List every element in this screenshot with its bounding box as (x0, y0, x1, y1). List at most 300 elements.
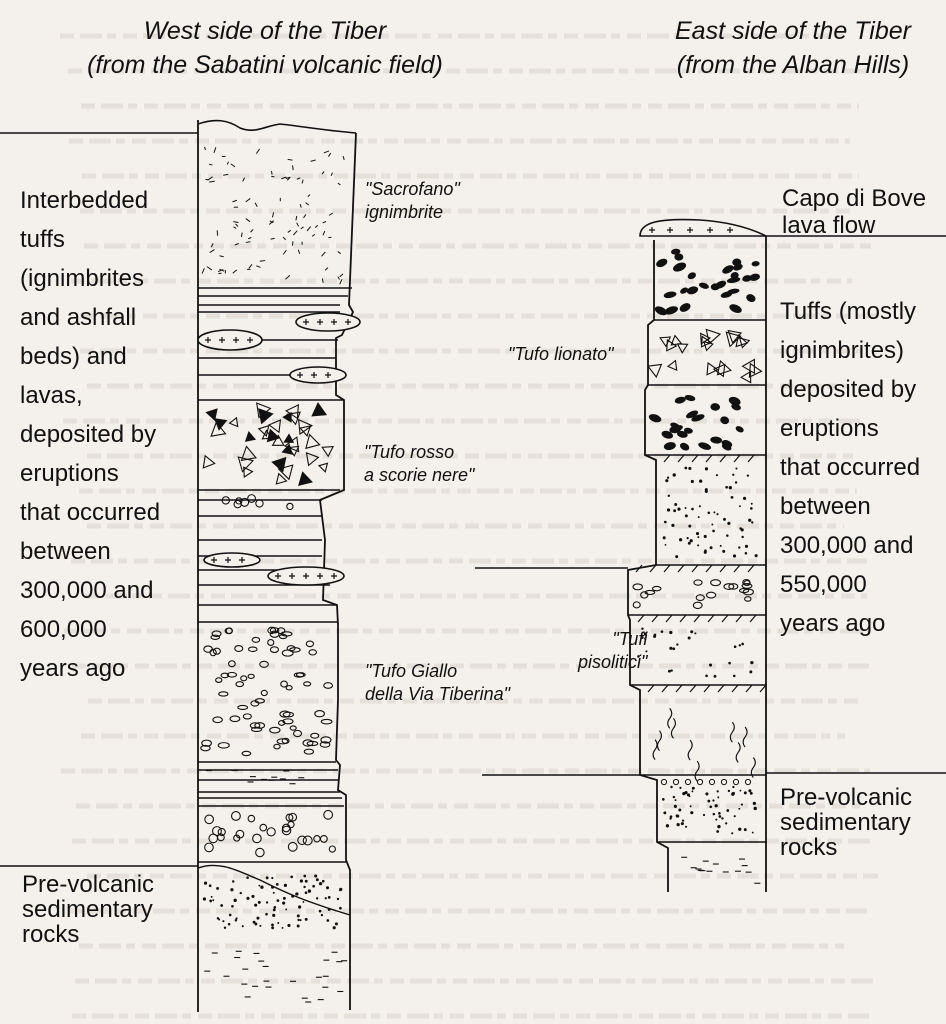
tick-mark (235, 224, 238, 227)
pisolite-oval (268, 640, 274, 646)
pisolite-oval (219, 692, 228, 696)
grain-dot (741, 643, 744, 646)
grain-dot (731, 792, 734, 795)
unit-label-line: "Tufo Giallo (365, 661, 458, 681)
grain-dot (203, 897, 206, 900)
weathering-hatch (718, 685, 724, 692)
grain-dot (714, 675, 717, 678)
pisolite-oval (260, 661, 269, 667)
tick-mark (281, 177, 286, 179)
grain-dot (735, 468, 737, 470)
grain-dot (690, 811, 693, 814)
pebble-circle (205, 843, 214, 852)
west-description-line: eruptions (20, 460, 119, 487)
east-description-line: that occurred (780, 454, 921, 481)
clast-triangle (706, 330, 720, 344)
tick-mark (256, 149, 259, 154)
grain-dot (668, 670, 671, 673)
pebble-circle (288, 842, 297, 851)
pisolite-oval (706, 592, 715, 598)
grain-dot (273, 908, 276, 911)
unit-label-line: "Sacrofano" (365, 179, 460, 199)
pebble-circle (697, 779, 702, 784)
grain-dot (738, 546, 740, 548)
grain-dot (328, 896, 331, 899)
grain-dot (731, 832, 733, 834)
grain-dot (677, 823, 680, 826)
west-description (20, 181, 160, 688)
grain-dot (290, 876, 293, 879)
clast-triangle (299, 472, 312, 485)
clast-triangle (230, 418, 238, 427)
pisolite-oval (290, 726, 296, 730)
tick-mark (271, 238, 275, 239)
grain-dot (741, 536, 743, 538)
weathering-hatch (692, 455, 698, 462)
pebble-circle (329, 846, 335, 852)
grain-dot (673, 509, 676, 512)
grain-dot (297, 914, 300, 917)
grain-dot (738, 828, 741, 831)
pisolite-oval (218, 743, 229, 748)
grain-dot (246, 876, 249, 879)
grain-dot (705, 792, 708, 795)
weathering-hatch (666, 615, 672, 622)
pisolite-oval (252, 637, 260, 642)
lava-label-line: Capo di Bove (782, 185, 927, 212)
pebble-circle (733, 779, 738, 784)
pisolite-oval (652, 586, 661, 590)
grain-dot (705, 467, 708, 470)
grain-dot (675, 555, 678, 558)
grain-dot (305, 918, 308, 921)
grain-dot (731, 496, 734, 499)
grain-dot (668, 495, 670, 497)
squiggle-mark (695, 761, 699, 781)
west-description-line: that occurred (20, 499, 161, 526)
east-basement-label (780, 785, 912, 860)
pisolite-oval (226, 628, 232, 634)
weathering-hatch (732, 685, 738, 692)
grain-dot (671, 524, 674, 527)
weathering-hatch (690, 685, 696, 692)
grain-dot (716, 474, 718, 476)
tick-mark (322, 278, 323, 282)
grain-dot (665, 479, 668, 482)
grain-dot (669, 817, 671, 819)
tick-mark (283, 237, 285, 240)
squiggle-mark (657, 731, 661, 751)
grain-dot (217, 917, 219, 919)
layer-pattern-dashes (204, 951, 347, 1002)
tick-mark (323, 221, 327, 222)
pisolite-oval (324, 683, 333, 689)
grain-dot (690, 539, 693, 542)
weathering-hatch (736, 615, 742, 622)
pebble-circle (205, 815, 214, 824)
east-description-line: 550,000 (780, 571, 867, 598)
pisolite-oval (241, 676, 247, 681)
tick-mark (249, 264, 252, 268)
grain-dot (750, 792, 753, 795)
layer-pattern-ticks (202, 147, 344, 285)
pisolite-oval (230, 716, 240, 722)
grain-dot (284, 884, 287, 887)
tick-mark (272, 212, 273, 217)
tick-mark (315, 225, 317, 227)
grain-dot (694, 632, 696, 634)
tick-mark (325, 268, 328, 271)
layer-pattern-squiggle (653, 708, 755, 781)
pisolite-oval (274, 744, 280, 749)
grain-dot (721, 817, 723, 819)
grain-dot (204, 882, 207, 885)
grain-dot (251, 895, 254, 898)
grain-dot (266, 901, 268, 903)
tick-mark (338, 251, 341, 253)
tick-mark (297, 223, 299, 227)
tick-mark (285, 275, 289, 279)
grain-dot (246, 897, 249, 900)
grain-dot (735, 481, 737, 483)
pebble-circle (673, 779, 678, 784)
tick-mark (312, 234, 315, 236)
grain-dot (739, 790, 741, 792)
tick-mark (233, 227, 236, 229)
grain-dot (339, 888, 342, 891)
grain-dot (704, 535, 707, 538)
grain-dot (337, 898, 339, 900)
east-basement-line: rocks (780, 834, 838, 861)
grain-dot (715, 819, 717, 821)
weathering-hatch (648, 685, 654, 692)
pebble-circle (685, 779, 690, 784)
tick-mark (256, 266, 260, 268)
tick-mark (231, 164, 235, 167)
grain-dot (688, 542, 691, 545)
squiggle-mark (668, 708, 672, 728)
grain-dot (719, 815, 722, 818)
squiggle-mark (671, 718, 675, 738)
weathering-hatch (708, 615, 714, 622)
grain-dot (283, 897, 286, 900)
pebble-circle (256, 848, 264, 856)
scoria-clast (648, 413, 663, 424)
grain-dot (755, 554, 758, 557)
grain-dot (295, 892, 298, 895)
weathering-hatch (720, 455, 726, 462)
scoria-clast (735, 425, 745, 434)
grain-dot (709, 664, 712, 667)
grain-dot (699, 479, 702, 482)
pisolite-oval (711, 580, 721, 586)
scoria-clast (672, 261, 688, 274)
pisolite-oval (696, 595, 704, 601)
grain-dot (322, 880, 325, 883)
unit-label-line: ignimbrite (365, 202, 444, 222)
east-description-line: between (780, 493, 871, 520)
grain-dot (235, 917, 237, 919)
grain-dot (258, 901, 261, 904)
weathering-hatch (748, 455, 754, 462)
grain-dot (717, 796, 719, 798)
grain-dot (679, 538, 682, 541)
grain-dot (665, 544, 667, 546)
tick-mark (297, 178, 300, 179)
grain-dot (673, 473, 676, 476)
grain-dot (229, 914, 232, 917)
grain-dot (727, 522, 730, 525)
east-basement-line: sedimentary (780, 809, 911, 836)
pisolite-oval (633, 584, 642, 590)
layer-pattern-dots (637, 628, 753, 678)
grain-dot (212, 899, 214, 901)
pebble-circle (745, 779, 750, 784)
grain-dot (751, 521, 753, 523)
east-description-line: years ago (780, 610, 886, 637)
grain-dot (326, 886, 329, 889)
grain-dot (716, 830, 719, 833)
clast-triangle (678, 344, 688, 353)
tick-mark (232, 200, 236, 202)
pisolite-oval (204, 646, 213, 652)
grain-dot (678, 809, 681, 812)
pebble-circle (721, 779, 726, 784)
grain-dot (666, 824, 669, 827)
tick-mark (271, 171, 272, 174)
grain-dot (242, 925, 244, 927)
clast-triangle (728, 331, 741, 343)
grain-dot (728, 662, 731, 665)
grain-dot (676, 643, 678, 645)
clast-triangle (740, 338, 750, 348)
tick-mark (211, 243, 213, 247)
grain-dot (745, 552, 748, 555)
east-description-line: 300,000 and (780, 532, 914, 559)
tick-mark (243, 178, 245, 182)
scoria-clast (687, 271, 698, 280)
weathering-hatch (662, 685, 668, 692)
tick-mark (223, 174, 228, 175)
grain-dot (749, 670, 752, 673)
layer-pattern-ovals (201, 627, 333, 755)
grain-dot (741, 528, 744, 531)
grain-dot (734, 815, 736, 817)
capo-di-bove-lava (640, 220, 766, 236)
tick-mark (217, 230, 218, 235)
scoria-clast (674, 396, 686, 405)
grain-dot (748, 789, 751, 792)
pisolite-oval (633, 602, 640, 608)
grain-dot (688, 636, 691, 639)
grain-dot (750, 507, 753, 510)
grain-dot (696, 532, 699, 535)
grain-dot (722, 550, 725, 553)
grain-dot (744, 791, 747, 794)
grain-dot (690, 630, 693, 633)
pebble-circle (709, 779, 714, 784)
weathering-hatch (704, 685, 710, 692)
tick-mark (329, 213, 333, 215)
pebble-circle (324, 810, 333, 819)
east-heading-line: (from the Alban Hills) (676, 51, 910, 79)
grain-dot (319, 910, 321, 912)
grain-dot (339, 907, 342, 910)
grain-dot (271, 926, 274, 929)
lava-label-line: lava flow (782, 212, 876, 239)
weathering-hatch (678, 565, 684, 572)
tick-mark (246, 219, 250, 222)
grain-dot (300, 879, 303, 882)
layer-pattern-dots (663, 467, 758, 558)
tick-mark (303, 214, 305, 217)
tick-mark (202, 268, 204, 273)
weathering-hatch (734, 565, 740, 572)
grain-dot (256, 917, 259, 920)
grain-dot (316, 878, 319, 881)
east-description (780, 292, 920, 643)
pisolite-oval (235, 646, 243, 652)
pisolite-oval (309, 650, 316, 655)
pisolite-oval (238, 705, 248, 709)
pisolite-oval (311, 733, 319, 738)
capo-di-bove-label (782, 185, 926, 239)
pebble-circle (253, 834, 262, 843)
weathering-hatch (748, 565, 754, 572)
weathering-hatch (680, 615, 686, 622)
west-description-line: deposited by (20, 421, 157, 448)
clast-triangle (660, 337, 670, 346)
layer-pattern-triangles (648, 330, 762, 383)
grain-dot (254, 922, 257, 925)
grain-dot (726, 809, 729, 812)
unit-label-line: "Tufo rosso (364, 442, 455, 462)
grain-dot (712, 799, 714, 801)
tick-mark (322, 171, 324, 174)
layer-pattern-circles (222, 495, 293, 510)
tick-mark (227, 162, 228, 165)
grain-dot (738, 808, 740, 810)
grain-dot (259, 925, 261, 927)
unit-label-line: "Tufo lionato" (508, 344, 614, 364)
clast-triangle (306, 435, 320, 449)
grain-dot (211, 896, 213, 898)
grain-dot (754, 807, 757, 810)
grain-dot (684, 467, 687, 470)
pebble-circle (303, 836, 312, 845)
tick-mark (293, 231, 297, 235)
tick-mark (308, 195, 310, 197)
tick-mark (255, 203, 257, 207)
tick-mark (208, 177, 213, 180)
west-description-line: 600,000 (20, 616, 107, 643)
grain-dot (314, 875, 317, 878)
tick-mark (209, 164, 212, 165)
tick-mark (271, 176, 274, 177)
west-column-top (198, 121, 356, 133)
clast-triangle (319, 463, 327, 472)
scoria-clast (678, 301, 692, 313)
east-description-line: eruptions (780, 415, 879, 442)
pisolite-oval (213, 648, 220, 654)
grain-dot (230, 888, 233, 891)
grain-dot (691, 790, 693, 792)
grain-dot (745, 545, 748, 548)
grain-dot (715, 804, 718, 807)
clast-triangle (648, 364, 661, 377)
grain-dot (224, 926, 226, 928)
scoria-clast (719, 415, 730, 425)
tick-mark (233, 222, 238, 223)
pisolite-oval (315, 711, 325, 717)
grain-dot (335, 922, 338, 925)
weathering-hatch (694, 615, 700, 622)
pebble-circle (232, 812, 241, 821)
grain-dot (266, 876, 269, 879)
weathering-hatch (692, 565, 698, 572)
grain-dot (713, 511, 715, 513)
tick-mark (214, 147, 216, 153)
grain-dot (750, 661, 753, 664)
tick-mark (248, 238, 251, 239)
pisolite-oval (243, 714, 251, 719)
west-basement-label (22, 872, 154, 947)
clast-triangle (203, 456, 214, 468)
tick-mark (260, 261, 265, 262)
grain-dot (723, 518, 726, 521)
squiggle-mark (688, 740, 692, 760)
grain-dot (720, 545, 722, 547)
west-description-line: between (20, 538, 111, 565)
grain-dot (303, 901, 305, 903)
tick-mark (246, 198, 251, 201)
scoria-clast (698, 281, 710, 290)
grain-dot (708, 511, 711, 514)
grain-dot (699, 505, 701, 507)
east-description-line: Tuffs (mostly (780, 298, 917, 325)
weathering-hatch (734, 455, 740, 462)
grain-dot (711, 524, 713, 526)
pebble-circle (256, 500, 263, 507)
grain-dot (661, 630, 664, 633)
scoria-clast (663, 441, 676, 451)
grain-dot (312, 885, 315, 888)
grain-dot (265, 913, 268, 916)
east-heading-line: East side of the Tiber (674, 17, 911, 45)
grain-dot (717, 790, 719, 792)
grain-dot (220, 904, 223, 907)
grain-dot (333, 926, 336, 929)
weathering-hatch (676, 685, 682, 692)
grain-dot (258, 885, 260, 887)
tick-mark (298, 250, 299, 254)
grain-dot (305, 880, 308, 883)
grain-dot (710, 546, 713, 549)
grain-dot (287, 924, 290, 927)
squiggle-mark (653, 740, 657, 760)
grain-dot (685, 514, 688, 517)
west-description-line: Interbedded (20, 187, 149, 214)
pebble-circle (661, 779, 666, 784)
layer-pattern-blackovals (653, 248, 760, 317)
pisolite-oval (745, 597, 751, 602)
pisolite-oval (641, 592, 648, 598)
grain-dot (734, 645, 737, 648)
tick-mark (288, 230, 291, 232)
pebble-circle (213, 827, 222, 836)
grain-dot (718, 812, 721, 815)
tick-mark (324, 151, 329, 153)
